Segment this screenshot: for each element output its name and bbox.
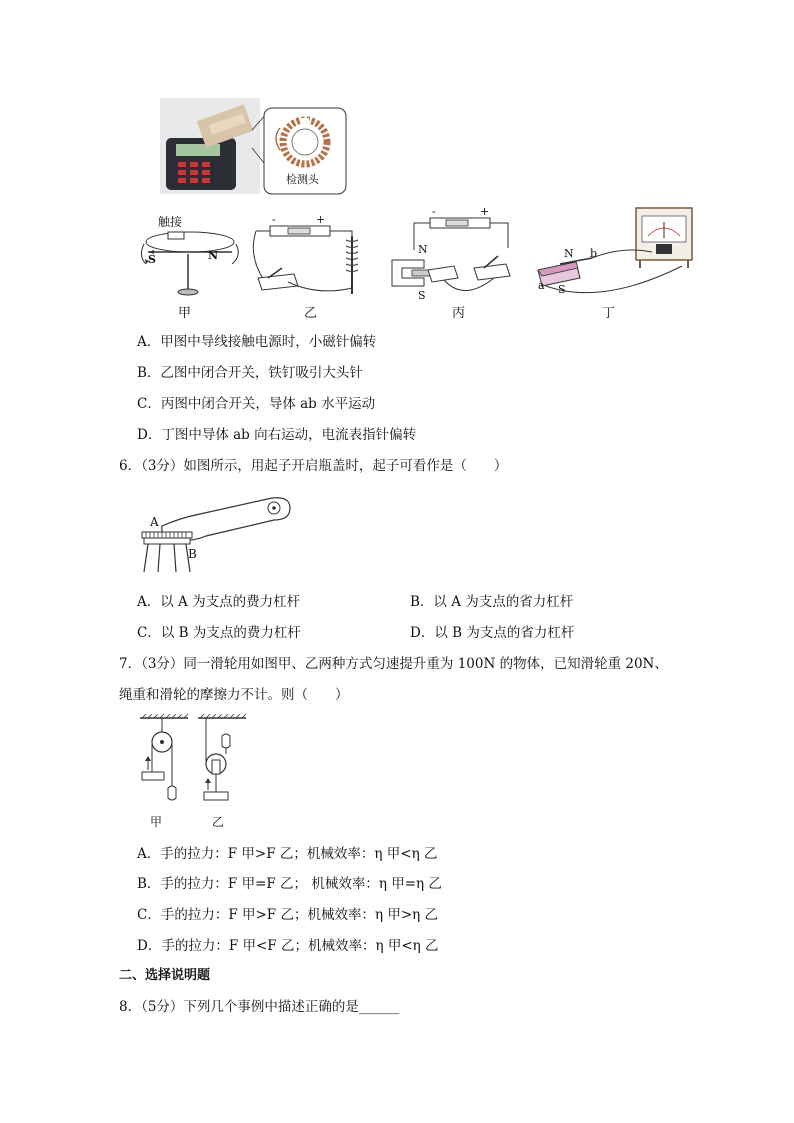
- label-plus-bing: +: [480, 205, 490, 218]
- q6-option-d: D．以 B 为支点的省力杠杆: [410, 625, 575, 641]
- q7-option-d: D．手的拉力：F 甲<F 乙；机械效率：η 甲<η 乙: [137, 938, 439, 954]
- label-n-bing: N: [418, 243, 428, 256]
- q7-option-b: B．手的拉力：F 甲=F 乙； 机械效率：η 甲=η 乙: [137, 876, 442, 892]
- q6-stem: 6．（3分）如图所示，用起子开启瓶盖时，起子可看作是（ ）: [119, 458, 508, 474]
- detector-head-caption: 检测头: [286, 173, 319, 186]
- q7-option-c: C．手的拉力：F 甲>F 乙；机械效率：η 甲>η 乙: [137, 907, 439, 923]
- q6-option-c: C．以 B 为支点的费力杠杆: [137, 625, 301, 641]
- label-point-a: A: [150, 515, 159, 529]
- fig-label-yi: 乙: [304, 306, 318, 321]
- q5-option-b: B．乙图中闭合开关，铁钉吸引大头针: [137, 365, 363, 381]
- label-n-ding: N: [564, 247, 574, 260]
- pulley-figure: [138, 714, 248, 832]
- card-reader-figure: [160, 98, 350, 198]
- label-n-jia: N: [208, 249, 219, 262]
- q7-stem-line1: 7．（3分）同一滑轮用如图甲、乙两种方式匀速提升重为 100N 的物体，已知滑轮重 20N、: [119, 656, 668, 672]
- pulley-label-jia: 甲: [150, 815, 163, 829]
- q6-option-b: B．以 A 为支点的省力杠杆: [410, 594, 574, 610]
- bottle-opener-figure: [140, 492, 296, 576]
- label-s-bing: S: [418, 289, 426, 302]
- label-s-jia: S: [148, 253, 156, 266]
- fig-label-jia: 甲: [178, 306, 192, 321]
- label-a-ding: a: [538, 279, 545, 292]
- label-point-b: B: [188, 547, 197, 561]
- label-s-ding: S: [558, 283, 566, 296]
- q5-option-d: D．丁图中导体 ab 向右运动，电流表指针偏转: [137, 427, 417, 443]
- fig-label-bing: 丙: [452, 306, 466, 321]
- q7-option-a: A．手的拉力：F 甲>F 乙；机械效率：η 甲<η 乙: [137, 846, 438, 862]
- pulley-label-yi: 乙: [212, 815, 225, 829]
- label-plus-yi: +: [316, 213, 326, 226]
- q7-stem-line2: 绳重和滑轮的摩擦力不计。则（ ）: [119, 687, 349, 703]
- label-b-ding: b: [590, 247, 598, 260]
- label-minus-bing: -: [432, 205, 436, 218]
- diagram-jia-oersted: [140, 212, 240, 324]
- label-chu-jie: 触接: [158, 215, 183, 229]
- diagram-yi-electromagnet: [248, 213, 374, 324]
- fig-label-ding: 丁: [602, 306, 616, 321]
- section-heading: 二、选择说明题: [119, 968, 211, 983]
- label-minus-yi: -: [272, 213, 276, 226]
- q5-option-c: C．丙图中闭合开关，导体 ab 水平运动: [137, 396, 376, 412]
- q8-stem: 8．（5分）下列几个事例中描述正确的是______: [119, 999, 400, 1015]
- q5-option-a: A．甲图中导线接触电源时，小磁针偏转: [137, 334, 377, 350]
- diagram-ding-induction: [532, 206, 702, 324]
- q6-option-a: A．以 A 为支点的费力杠杆: [137, 594, 301, 610]
- diagram-bing-motor: [384, 205, 518, 324]
